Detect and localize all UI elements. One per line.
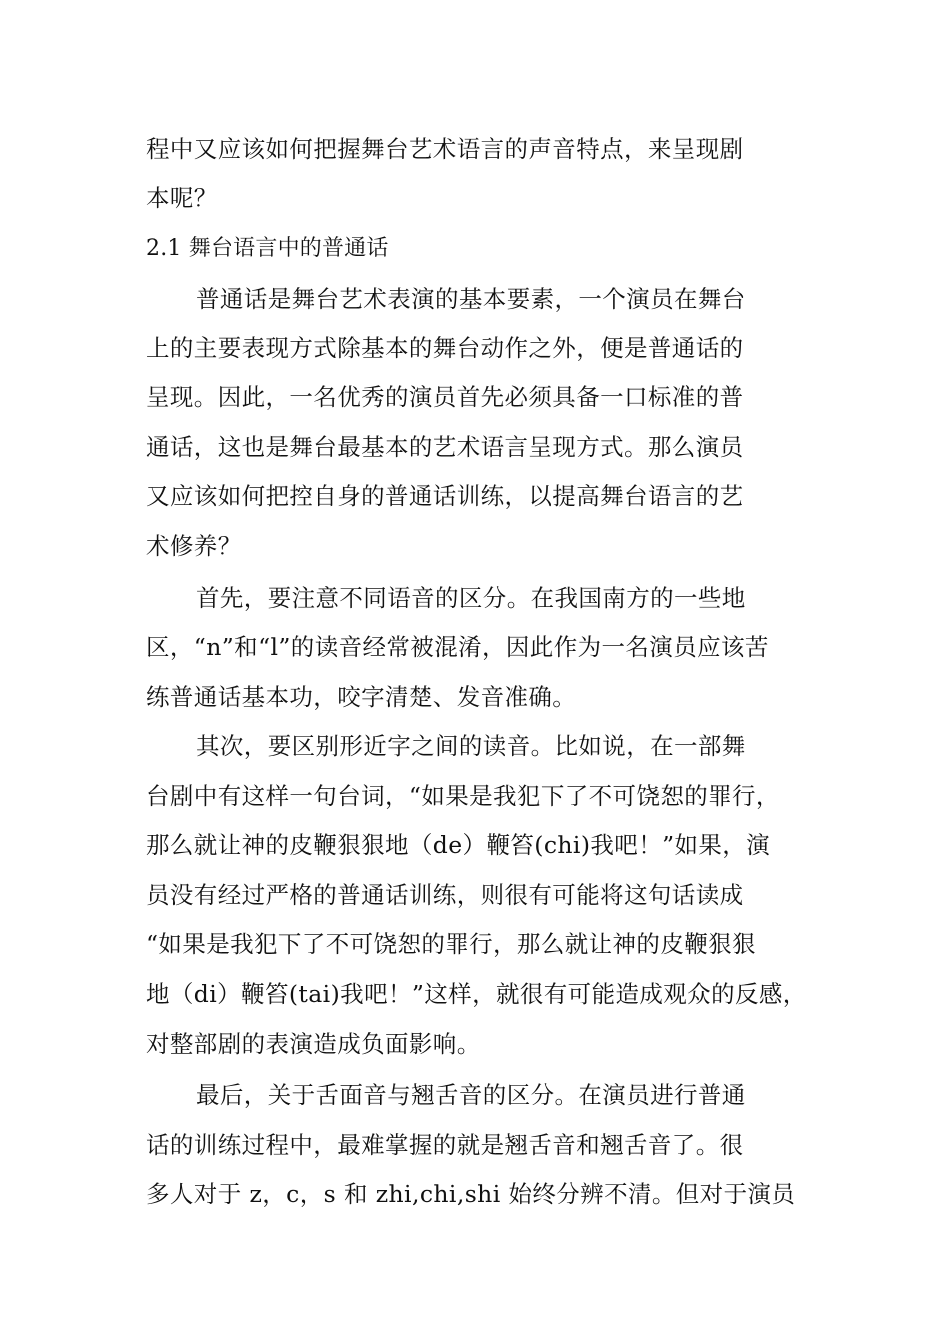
paragraph-3-line-5: “如果是我犯下了不可饶恕的罪行，那么就让神的皮鞭狠狠: [146, 930, 756, 958]
paragraph-2-line-1: 首先，要注意不同语音的区分。在我国南方的一些地: [196, 584, 746, 612]
paragraph-3-line-6: 地（di）鞭笞(tai)我吧！”这样，就很有可能造成观众的反感，: [146, 980, 807, 1008]
paragraph-3-line-1: 其次，要区别形近字之间的读音。比如说，在一部舞: [196, 732, 746, 760]
paragraph-3-line-2: 台剧中有这样一句台词，“如果是我犯下了不可饶恕的罪行，: [146, 782, 780, 810]
paragraph-3-line-3: 那么就让神的皮鞭狠狠地（de）鞭笞(chi)我吧！”如果，演: [146, 831, 771, 859]
paragraph-1-line-2: 上的主要表现方式除基本的舞台动作之外，便是普通话的: [146, 334, 744, 362]
paragraph-1-line-3: 呈现。因此，一名优秀的演员首先必须具备一口标准的普: [146, 383, 744, 411]
paragraph-1-line-1: 普通话是舞台艺术表演的基本要素，一个演员在舞台: [196, 285, 746, 313]
paragraph-3-line-7: 对整部剧的表演造成负面影响。: [146, 1030, 481, 1058]
paragraph-2-line-3: 练普通话基本功，咬字清楚、发音准确。: [146, 683, 577, 711]
paragraph-3-line-4: 员没有经过严格的普通话训练，则很有可能将这句话读成: [146, 881, 744, 909]
paragraph-1-line-6: 术修养？: [146, 532, 242, 560]
paragraph-4-line-2: 话的训练过程中，最难掌握的就是翘舌音和翘舌音了。很: [146, 1131, 744, 1159]
paragraph-4-line-3: 多人对于 z，c，s 和 zhi,chi,shi 始终分辨不清。但对于演员: [146, 1180, 796, 1208]
section-heading: 2.1 舞台语言中的普通话: [146, 236, 389, 261]
paragraph-1-line-4: 通话，这也是舞台最基本的艺术语言呈现方式。那么演员: [146, 433, 744, 461]
paragraph-2-line-2: 区，“n”和“l”的读音经常被混淆，因此作为一名演员应该苦: [146, 633, 769, 661]
paragraph-1-line-5: 又应该如何把控自身的普通话训练，以提高舞台语言的艺: [146, 482, 744, 510]
intro-line-2: 本呢？: [146, 184, 218, 212]
intro-line-1: 程中又应该如何把握舞台艺术语言的声音特点，来呈现剧: [146, 135, 744, 163]
paragraph-4-line-1: 最后，关于舌面音与翘舌音的区分。在演员进行普通: [196, 1081, 746, 1109]
